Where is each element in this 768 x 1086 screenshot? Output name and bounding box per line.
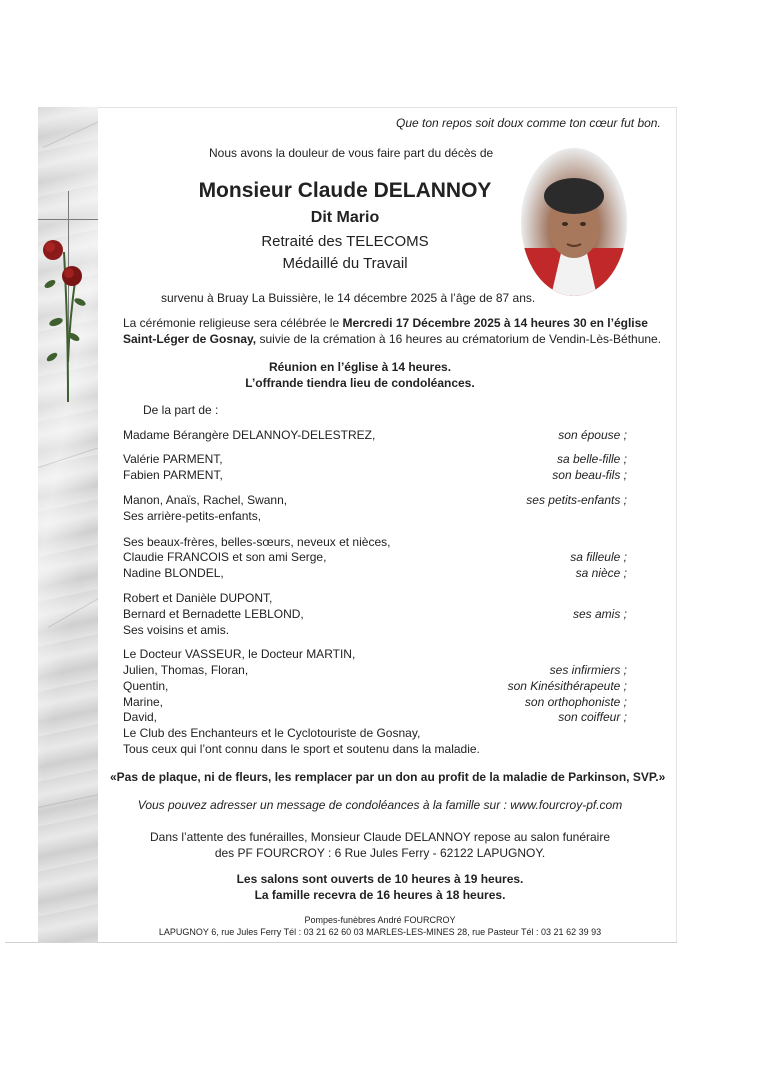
family-name: Ses voisins et amis. [123, 623, 230, 637]
family-relation: ses amis ; [572, 607, 627, 621]
family-name: Ses arrière-petits-enfants, [123, 509, 262, 523]
footer-addresses: LAPUGNOY 6, rue Jules Ferry Tél : 03 21 62 60 03 MARLES-LES-MINES 28, rue Pasteur Tél : 03 21 62 39 93 [158, 927, 602, 937]
marble-side-panel [38, 107, 98, 943]
family-name: Julien, Thomas, Floran, [123, 663, 249, 677]
meeting-line-2: L’offrande tiendra lieu de condoléances. [245, 376, 475, 390]
deceased-title-1: Retraité des TELECOMS [261, 233, 429, 250]
family-name: Le Docteur VASSEUR, le Docteur MARTIN, [123, 647, 356, 661]
rose-icon [38, 232, 98, 402]
rest-place-line-1: Dans l’attente des funérailles, Monsieur Claude DELANNOY repose au salon funéraire [149, 830, 611, 844]
rest-place-line-2: des PF FOURCROY : 6 Rue Jules Ferry - 62122 LAPUGNOY. [214, 846, 546, 860]
family-relation: sa filleule ; [570, 550, 627, 564]
family-name: Madame Bérangère DELANNOY-DELESTREZ, [123, 428, 376, 442]
epigraph: Que ton repos soit doux comme ton cœur fut bon. [396, 116, 661, 130]
hours-line-1: Les salons sont ouverts de 10 heures à 19 heures. [236, 872, 524, 886]
family-relation: son épouse ; [558, 428, 627, 442]
family-relation: son beau-fils ; [552, 468, 627, 482]
family-relation: sa nièce ; [575, 566, 627, 580]
condolences-message: Vous pouvez adresser un message de condoléances à la famille sur : www.fourcroy-pf.com [137, 798, 623, 812]
family-name: David, [123, 710, 158, 724]
family-name: Valérie PARMENT, [123, 452, 223, 466]
ceremony-line-1 [123, 316, 648, 331]
ceremony-church: Saint-Léger de Gosnay, [123, 332, 257, 346]
deceased-name: Monsieur Claude DELANNOY [198, 179, 492, 202]
ceremony-date: Mercredi 17 Décembre 2025 à 14 heures 30 en l’église [342, 316, 648, 330]
scan-edge-top [40, 107, 676, 108]
family-name: Robert et Danièle DUPONT, [123, 591, 273, 605]
from-label: De la part de : [143, 403, 219, 417]
cross-horizontal [38, 219, 98, 220]
family-name: Bernard et Bernadette LEBLOND, [123, 607, 304, 621]
family-name: Nadine BLONDEL, [123, 566, 224, 580]
family-name: Manon, Anaïs, Rachel, Swann, [123, 493, 288, 507]
family-name: Fabien PARMENT, [123, 468, 223, 482]
family-relation: sa belle-fille ; [556, 452, 627, 466]
footer-company: Pompes-funèbres André FOURCROY [304, 915, 456, 925]
family-name: Tous ceux qui l’ont connu dans le sport et soutenu dans la maladie. [123, 742, 480, 756]
meeting-line-1: Réunion en l’église à 14 heures. [268, 360, 452, 374]
death-notice: survenu à Bruay La Buissière, le 14 décembre 2025 à l’âge de 87 ans. [161, 291, 536, 305]
family-relation: son Kinésithérapeute ; [507, 679, 627, 693]
family-name: Marine, [123, 695, 164, 709]
family-relation: ses infirmiers ; [549, 663, 627, 677]
scan-edge-bottom [5, 942, 677, 943]
deceased-title-2: Médaillé du Travail [282, 255, 408, 272]
family-name: Ses beaux-frères, belles-sœurs, neveux et nièces, [123, 535, 391, 549]
family-name: Quentin, [123, 679, 169, 693]
family-relation: son coiffeur ; [558, 710, 627, 724]
ceremony-line-2 [123, 332, 661, 347]
ceremony-text: La cérémonie religieuse sera célébrée le [123, 316, 343, 330]
family-relation: ses petits-enfants ; [526, 493, 627, 507]
intro-text: Nous avons la douleur de vous faire part du décès de [209, 146, 494, 160]
deceased-nickname: Dit Mario [310, 209, 380, 226]
scan-edge-right [676, 107, 677, 943]
flowers-notice: «Pas de plaque, ni de fleurs, les remplacer par un don au profit de la maladie de Parkinson, SVP.» [110, 770, 666, 784]
hours-line-2: La famille recevra de 16 heures à 18 heures. [254, 888, 506, 902]
portrait-photo [521, 148, 627, 296]
family-name: Claudie FRANCOIS et son ami Serge, [123, 550, 327, 564]
ceremony-cremation: suivie de la crémation à 16 heures au crématorium de Vendin-Lès-Béthune. [256, 332, 662, 346]
family-name: Le Club des Enchanteurs et le Cyclotouriste de Gosnay, [123, 726, 421, 740]
family-relation: son orthophoniste ; [524, 695, 627, 709]
